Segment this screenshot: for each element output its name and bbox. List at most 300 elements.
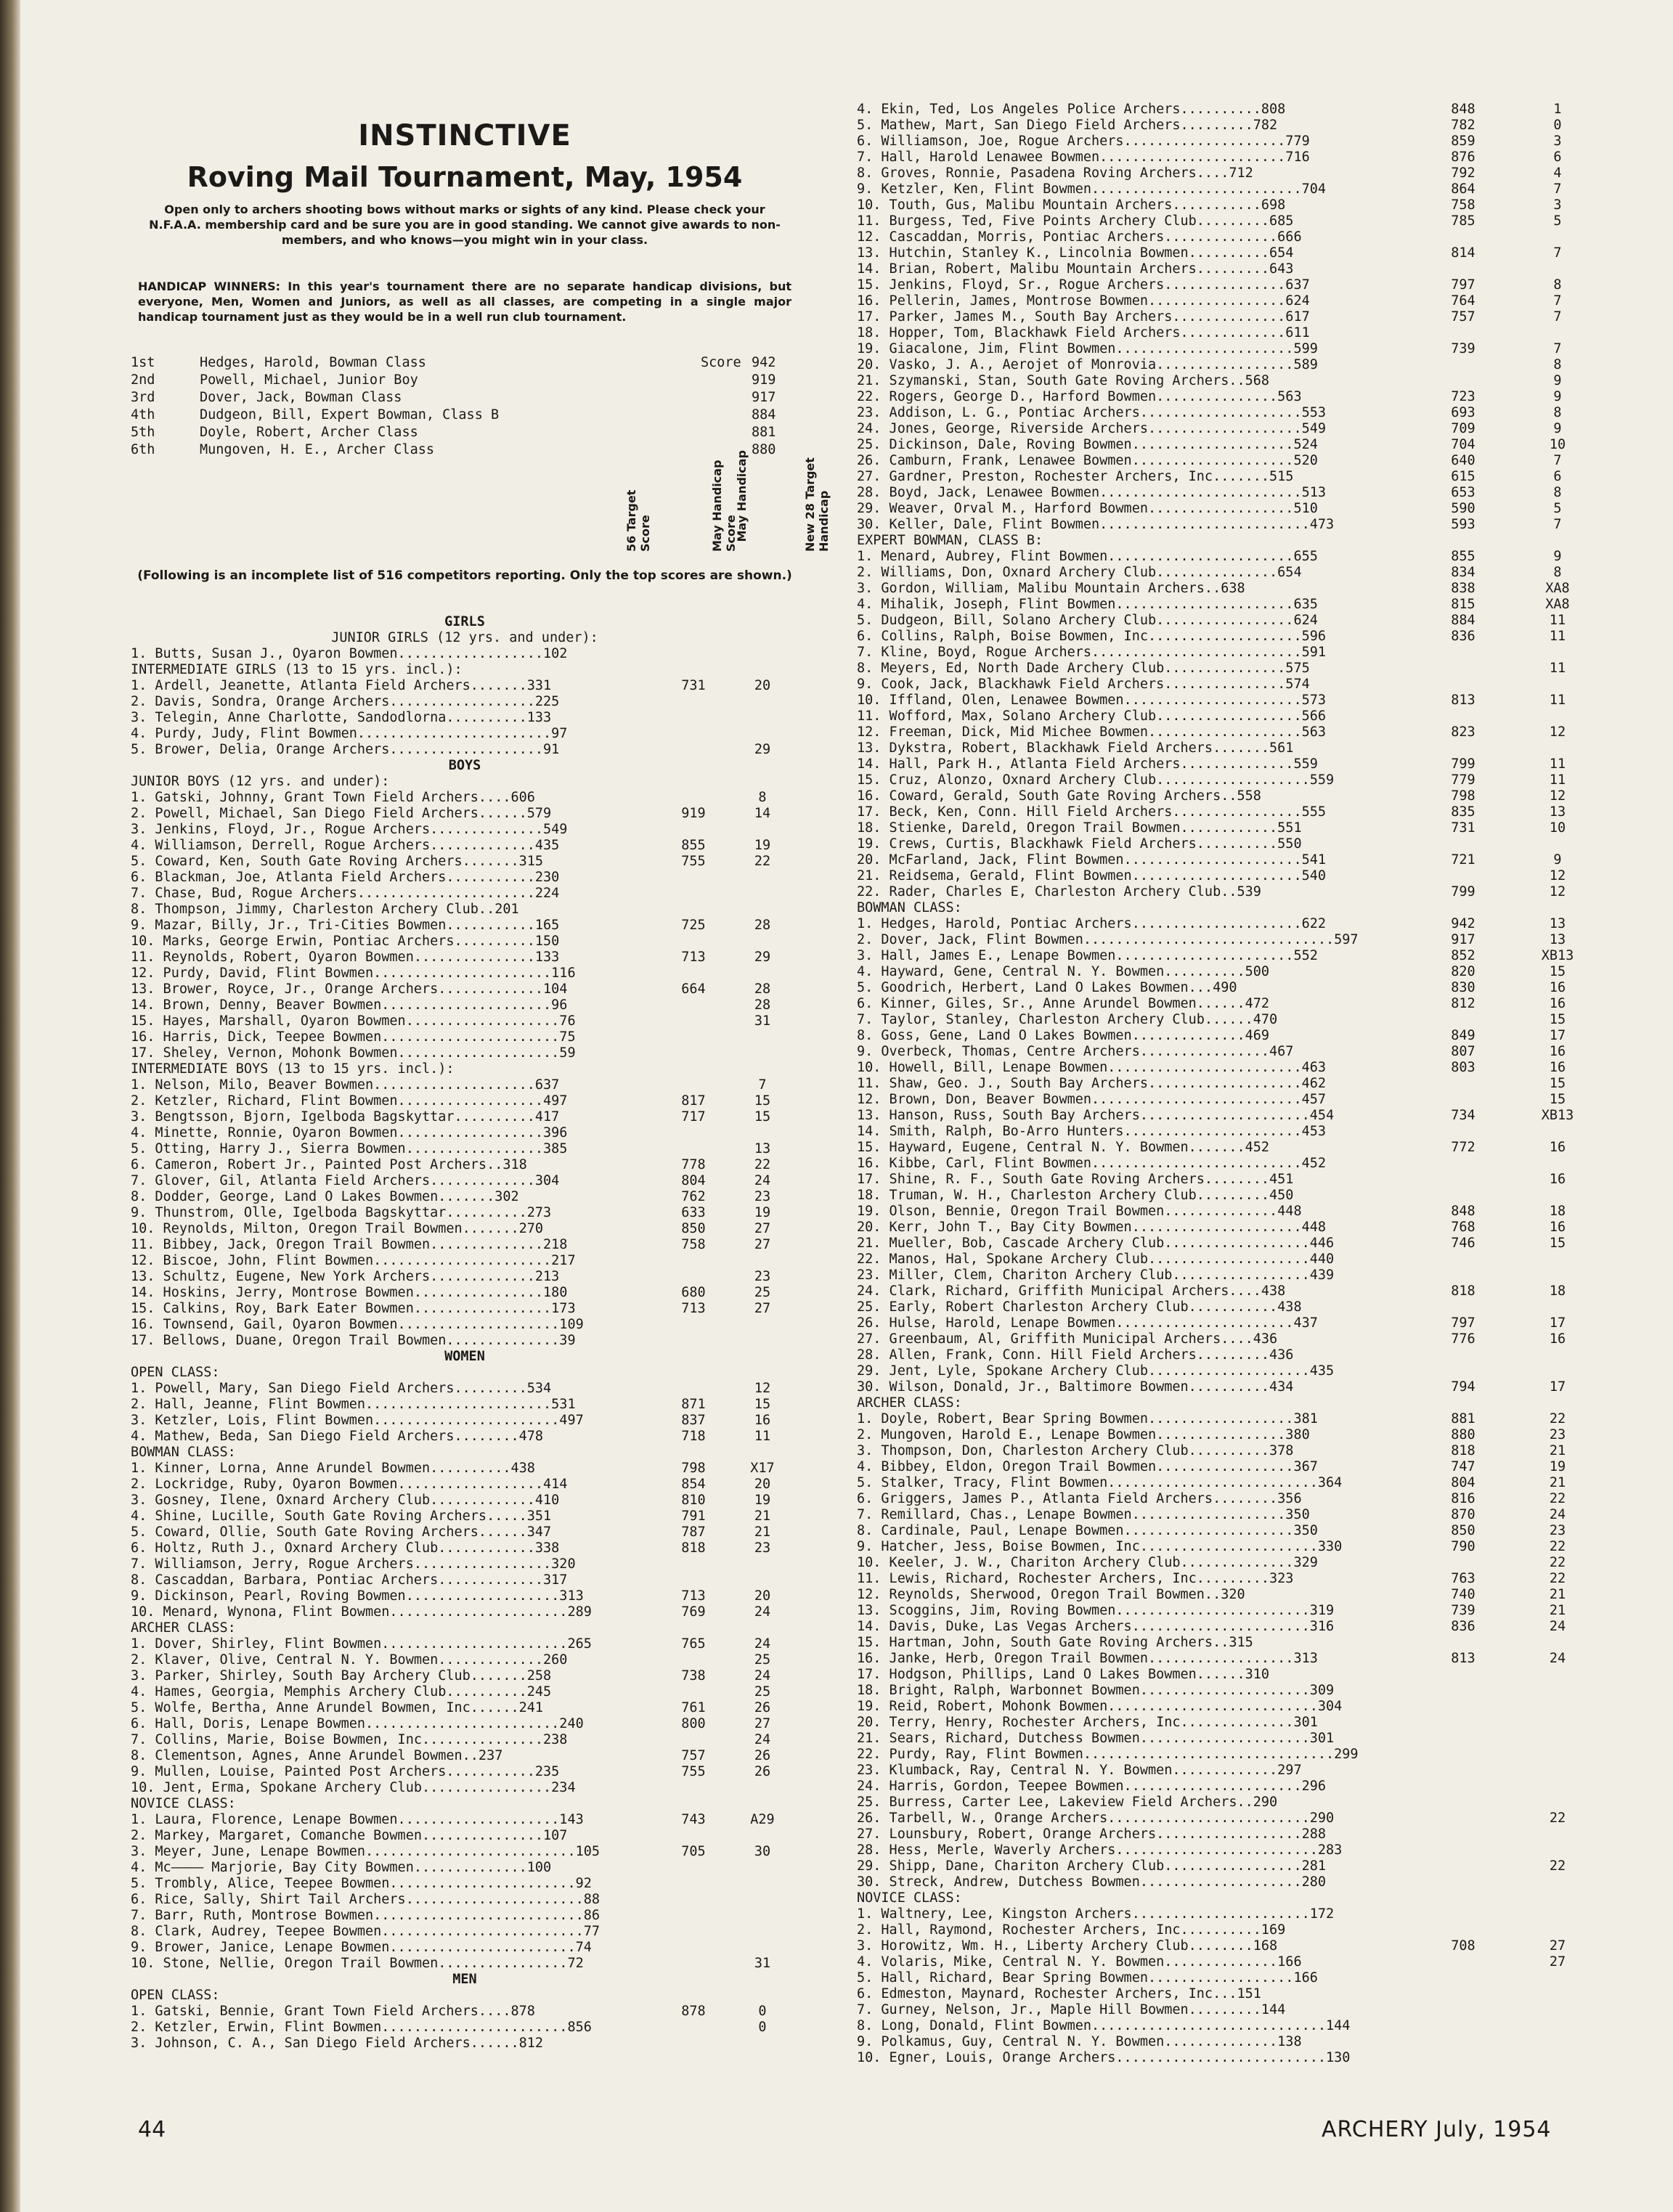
result-row [857,2018,1590,2034]
result-entry: 16. Harris, Dick, Teepee Bowmen......................75 [131,1029,576,1045]
handicap-score: 772 [1451,1140,1475,1155]
handicap-value: 25 [754,1285,771,1300]
handicap-score: 836 [1451,629,1475,644]
result-entry: 9. Dickinson, Pearl, Roving Bowmen...................313 [131,1588,584,1604]
handicap-score: 718 [681,1429,706,1444]
result-entry: 12. Reynolds, Sherwood, Oregon Trail Bowmen..320 [857,1587,1245,1602]
result-row [857,373,1590,389]
handicap-value: 24 [1549,1507,1566,1522]
handicap-score: 837 [681,1413,706,1428]
handicap-value: 19 [754,1493,771,1508]
winner-place: 6th [131,442,155,457]
handicap-value: 24 [754,1604,771,1620]
result-row [857,213,1590,229]
result-row [857,1970,1590,1986]
handicap-score: 758 [1451,197,1475,213]
handicap-value: 4 [1553,166,1562,181]
handicap-value: 22 [1549,1571,1566,1586]
result-row [131,1652,799,1668]
handicap-value: 12 [1549,788,1566,804]
handicap-score: 804 [1451,1475,1475,1490]
result-entry: 8. Meyers, Ed, North Dade Archery Club...............575 [857,661,1310,676]
result-entry: 21. Szymanski, Stan, South Gate Roving Archers..568 [857,373,1270,388]
result-row [131,1413,799,1429]
handicap-score: 725 [681,918,706,933]
result-row [857,325,1590,341]
result-entry: 27. Gardner, Preston, Rochester Archers, Inc.......515 [857,469,1294,484]
handicap-value: 15 [1549,1092,1566,1107]
result-entry: 5. Hall, Richard, Bear Spring Bowmen..................166 [857,1970,1318,1986]
winner-place: 3rd [131,390,155,405]
result-entry: 3. Parker, Shirley, South Bay Archery Club.......258 [131,1668,552,1684]
handicap-value: 9 [1553,852,1562,868]
result-entry: 12. Biscoe, John, Flint Bowmen......................217 [131,1253,576,1268]
result-entry: 11. Shaw, Geo. J., South Bay Archers...................462 [857,1076,1327,1091]
result-row [131,902,799,918]
result-entry: 8. Dodder, George, Land O Lakes Bowmen.......302 [131,1189,519,1204]
result-entry: 4. Hames, Georgia, Memphis Archery Club..........245 [131,1684,552,1699]
winner-place: 1st [131,355,155,370]
handicap-value: 17 [1549,1379,1566,1395]
handicap-score: 812 [1451,996,1475,1011]
winner-name: Doyle, Robert, Archer Class [200,425,418,440]
result-row [857,1236,1590,1252]
result-row [131,1588,799,1604]
handicap-value: 27 [754,1716,771,1731]
handicap-score: 709 [1451,421,1475,436]
result-row [131,1093,799,1109]
result-entry: 13. Scoggins, Jim, Roving Bowmen........................319 [857,1603,1335,1618]
result-entry: 16. Townsend, Gail, Oyaron Bowmen....................109 [131,1317,584,1332]
result-row [857,1651,1590,1667]
handicap-score: 804 [681,1173,706,1188]
result-row [857,261,1590,277]
result-entry: 9. Cook, Jack, Blackhawk Field Archers...............574 [857,677,1310,692]
handicap-value: 13 [1549,932,1566,947]
result-row [857,1268,1590,1283]
result-entry: 27. Greenbaum, Al, Griffith Municipal Archers....436 [857,1331,1278,1347]
result-entry: 15. Hayward, Eugene, Central N. Y. Bowmen.......452 [857,1140,1270,1155]
result-entry: 1. Doyle, Robert, Bear Spring Bowmen..................381 [857,1411,1318,1427]
handicap-score: 680 [681,1285,706,1300]
handicap-score: 818 [1451,1283,1475,1299]
result-entry: 7. Williamson, Jerry, Rogue Archers.................320 [131,1556,576,1572]
result-entry: 2. Davis, Sondra, Orange Archers..................225 [131,694,560,709]
result-entry: 13. Schultz, Eugene, New York Archers.............213 [131,1269,560,1284]
handicap-value: 8 [1553,565,1562,580]
result-row [857,996,1590,1012]
result-row [857,677,1590,693]
result-entry: 21. Sears, Richard, Dutchess Bowmen.....................301 [857,1731,1335,1746]
result-entry: 10. Iffland, Olen, Lenawee Bowmen......................573 [857,693,1327,708]
class-heading [131,662,799,678]
handicap-score: 653 [1451,485,1475,500]
result-row [857,980,1590,996]
handicap-score: 769 [681,1604,706,1620]
winner-place: 5th [131,425,155,440]
result-row [131,1317,799,1333]
handicap-value: 0 [1553,118,1562,133]
handicap-value: 7 [1553,293,1562,309]
handicap-value: 15 [1549,964,1566,979]
column-header-may-handicap: May Handicap [735,450,749,542]
handicap-value: A29 [750,1812,775,1827]
handicap-value: 23 [754,1269,771,1284]
section-heading [131,1972,799,1988]
result-entry: 5. Coward, Ken, South Gate Roving Archers.......315 [131,854,544,869]
result-row [857,725,1590,740]
result-entry: 30. Streck, Andrew, Dutchess Bowmen....................280 [857,1874,1327,1890]
handicap-score: 763 [1451,1571,1475,1586]
result-row [857,1587,1590,1603]
handicap-value: 16 [1549,1044,1566,1059]
handicap-value: 8 [1553,357,1562,372]
handicap-score: 917 [1451,932,1475,947]
result-entry: 4. Mihalik, Joseph, Flint Bowmen......................635 [857,597,1318,612]
handicap-score: 919 [681,806,706,821]
result-entry: 6. Blackman, Joe, Atlanta Field Archers...........230 [131,870,560,885]
winner-name: Hedges, Harold, Bowman Class [200,355,426,370]
handicap-value: 9 [1553,421,1562,436]
handicap-score: 708 [1451,1938,1475,1954]
class-heading [857,900,1590,916]
result-entry: 16. Kibbe, Carl, Flint Bowmen..........................452 [857,1156,1327,1171]
result-entry: 26. Tarbell, W., Orange Archers.........................290 [857,1811,1335,1826]
result-row [857,1811,1590,1827]
result-entry: 18. Hopper, Tom, Blackhawk Field Archers.............611 [857,325,1310,340]
result-entry: 1. Nelson, Milo, Beaver Bowmen....................637 [131,1077,560,1093]
result-row [131,1157,799,1173]
result-entry: 2. Dover, Jack, Flint Bowmen...............................597 [857,932,1359,947]
class-heading-text: ARCHER CLASS: [857,1395,962,1411]
handicap-score: 693 [1451,405,1475,420]
result-row [131,1604,799,1620]
handicap-value: 21 [1549,1587,1566,1602]
result-row [131,1509,799,1525]
handicap-score: 871 [681,1397,706,1412]
handicap-score: 855 [681,838,706,853]
result-row [857,948,1590,964]
result-entry: 13. Hanson, Russ, South Bay Archers.....................454 [857,1108,1335,1123]
result-row [857,1475,1590,1491]
result-entry: 23. Klumback, Ray, Central N. Y. Bowmen.............297 [857,1763,1302,1778]
handicap-score: 713 [681,1301,706,1316]
result-entry: 17. Sheley, Vernon, Mohonk Bowmen....................59 [131,1045,576,1061]
handicap-value: 28 [754,918,771,933]
intro-paragraph: Open only to archers shooting bows without marks or sights of any kind. Please check your N.F.A.A. membership card and be sure you are in good standing. We cannot give awards to non-members, and who knows—you might win in your class. [149,203,781,247]
section-heading [131,1349,799,1365]
result-entry: 5. Mathew, Mart, San Diego Field Archers.........782 [857,118,1278,133]
result-row [131,1780,799,1796]
handicap-value: 11 [754,1429,771,1444]
page-title: INSTINCTIVE [358,119,571,152]
heading-text: GIRLS [444,614,485,629]
result-entry: 13. Brower, Royce, Jr., Orange Archers.............104 [131,981,568,997]
result-entry: 8. Groves, Ronnie, Pasadena Roving Archers....712 [857,166,1253,181]
winner-score: 881 [752,425,776,440]
handicap-value: 7 [1553,341,1562,356]
handicap-score: 747 [1451,1459,1475,1474]
result-entry: 1. Gatski, Johnny, Grant Town Field Archers....606 [131,790,535,805]
handicap-value: 27 [754,1301,771,1316]
handicap-value: 27 [1549,1954,1566,1970]
handicap-value: 24 [1549,1651,1566,1666]
handicap-score: 717 [681,1109,706,1125]
section-heading [131,614,799,630]
handicap-value: 12 [754,1381,771,1396]
handicap-score: 849 [1451,1028,1475,1043]
result-row [131,1636,799,1652]
result-row [131,1844,799,1860]
result-row [857,1795,1590,1811]
result-entry: 9. Mazar, Billy, Jr., Tri-Cities Bowmen...........165 [131,918,560,933]
result-entry: 4. Williamson, Derrell, Rogue Archers.............435 [131,838,560,853]
handicap-score: 817 [681,1093,706,1109]
handicap-score: 798 [681,1461,706,1476]
result-entry: 20. Kerr, John T., Bay City Bowmen.....................448 [857,1220,1327,1235]
result-row [857,1252,1590,1268]
result-row [857,1012,1590,1028]
result-entry: 10. Menard, Wynona, Flint Bowmen......................289 [131,1604,592,1620]
handicap-score: 848 [1451,1204,1475,1219]
handicap-value: 23 [754,1540,771,1556]
result-entry: 26. Hulse, Harold, Lenape Bowmen......................437 [857,1315,1318,1331]
result-row [131,950,799,966]
handicap-score: 590 [1451,501,1475,516]
handicap-score: 850 [681,1221,706,1236]
class-heading-text: OPEN CLASS: [131,1988,220,2003]
result-entry: 28. Allen, Frank, Conn. Hill Field Archers.........436 [857,1347,1294,1363]
handicap-value: XB13 [1541,1108,1574,1123]
handicap-score: 731 [681,678,706,693]
handicap-value: 26 [754,1748,771,1763]
result-entry: 1. Gatski, Bennie, Grant Town Field Archers....878 [131,2004,535,2019]
handicap-score: 810 [681,1493,706,1508]
result-row [857,1858,1590,1874]
result-row [857,150,1590,166]
result-entry: 4. Mc———— Marjorie, Bay City Bowmen..............100 [131,1860,552,1875]
result-row [857,229,1590,245]
result-entry: 5. Dudgeon, Bill, Solano Archery Club.................624 [857,613,1318,628]
result-row [857,1922,1590,1938]
handicap-score: 593 [1451,517,1475,532]
result-row [131,1461,799,1477]
page-binding-shadow [0,0,20,2212]
result-row [857,357,1590,373]
result-entry: 30. Keller, Dale, Flint Bowmen..........................473 [857,517,1335,532]
handicap-value: 16 [1549,1172,1566,1187]
handicap-score: 878 [681,2004,706,2019]
handicap-value: 3 [1553,134,1562,149]
heading-text: JUNIOR GIRLS (12 yrs. and under): [331,630,598,645]
result-row [857,453,1590,469]
handicap-score: 776 [1451,1331,1475,1347]
handicap-value: 23 [1549,1427,1566,1442]
handicap-value: 28 [754,981,771,997]
result-row [857,421,1590,437]
handicap-value: 14 [754,806,771,821]
result-row [131,1301,799,1317]
handicap-paragraph [131,279,799,325]
result-entry: 1. Waltnery, Lee, Kingston Archers......................172 [857,1906,1335,1922]
result-entry: 2. Markey, Margaret, Comanche Bowmen...............107 [131,1828,568,1843]
result-row [131,1125,799,1141]
result-entry: 4. Purdy, Judy, Flint Bowmen........................97 [131,726,568,741]
result-row [131,1333,799,1349]
handicap-value: 29 [754,742,771,757]
handicap-score: 738 [681,1668,706,1684]
handicap-value: 19 [1549,1459,1566,1474]
handicap-value: 9 [1553,373,1562,388]
handicap-value: 8 [1553,277,1562,293]
result-entry: 8. Cardinale, Paul, Lenape Bowmen.....................350 [857,1523,1318,1538]
result-row [857,2002,1590,2018]
result-row [857,1667,1590,1683]
handicap-score: 864 [1451,181,1475,197]
handicap-value: 6 [1553,469,1562,484]
result-row [131,1205,799,1221]
result-entry: 4. Bibbey, Eldon, Oregon Trail Bowmen.................367 [857,1459,1318,1474]
result-row [857,1172,1590,1188]
handicap-value: 22 [1549,1539,1566,1554]
result-entry: 15. Calkins, Roy, Bark Eater Bowmen.................173 [131,1301,576,1316]
result-row [857,645,1590,661]
result-entry: 8. Goss, Gene, Land O Lakes Bowmen..............469 [857,1028,1270,1043]
result-row [857,565,1590,581]
result-row [857,1427,1590,1443]
result-row [857,166,1590,181]
result-row [131,1668,799,1684]
handicap-value: 7 [1553,181,1562,197]
result-entry: 6. Williamson, Joe, Rogue Archers....................779 [857,134,1310,149]
result-row [131,886,799,902]
handicap-value: 29 [754,950,771,965]
handicap-score: 782 [1451,118,1475,133]
result-entry: 9. Thunstrom, Olle, Igelboda Bagskyttar..........273 [131,1205,552,1220]
result-entry: 24. Clark, Richard, Griffith Municipal Archers....438 [857,1283,1286,1299]
heading-text: MEN [452,1972,477,1987]
result-entry: 20. McFarland, Jack, Flint Bowmen......................541 [857,852,1327,868]
handicap-score: 803 [1451,1060,1475,1075]
handicap-score: 794 [1451,1379,1475,1395]
handicap-value: 0 [758,2004,767,2019]
handicap-value: 24 [754,1668,771,1684]
result-row [857,1140,1590,1156]
handicap-score: 762 [681,1189,706,1204]
handicap-score: 743 [681,1812,706,1827]
handicap-score: 790 [1451,1539,1475,1554]
result-row [131,2036,799,2052]
handicap-score: 830 [1451,980,1475,995]
result-row [131,1812,799,1828]
result-row [857,756,1590,772]
handicap-value: 12 [1549,884,1566,899]
handicap-label: HANDICAP WINNERS: [138,279,281,293]
result-row [857,469,1590,485]
result-row [857,852,1590,868]
result-row [857,1060,1590,1076]
result-entry: 1. Powell, Mary, San Diego Field Archers.........534 [131,1381,552,1396]
handicap-score: 739 [1451,1603,1475,1618]
winner-row [131,407,799,424]
handicap-value: 10 [1549,437,1566,452]
result-row [857,613,1590,629]
handicap-score: 740 [1451,1587,1475,1602]
result-entry: 5. Stalker, Tracy, Flint Bowmen..........................364 [857,1475,1343,1490]
handicap-score: 813 [1451,1651,1475,1666]
result-entry: 17. Hodgson, Phillips, Land O Lakes Bowmen......310 [857,1667,1270,1682]
result-row [131,1540,799,1556]
result-entry: 15. Hayes, Marshall, Oyaron Bowmen...................76 [131,1013,576,1029]
result-row [857,1347,1590,1363]
heading-text: WOMEN [444,1349,485,1364]
result-row [131,1892,799,1908]
handicap-value: 11 [1549,613,1566,628]
result-row [131,1013,799,1029]
handicap-score: 739 [1451,341,1475,356]
result-row [131,2004,799,2020]
result-row [857,804,1590,820]
result-entry: 30. Wilson, Donald, Jr., Baltimore Bowmen..........434 [857,1379,1294,1395]
result-row [857,501,1590,517]
result-entry: 9. Overbeck, Thomas, Centre Archers................467 [857,1044,1294,1059]
result-row [131,997,799,1013]
result-entry: 2. Lockridge, Ruby, Oyaron Bowmen..................414 [131,1477,568,1492]
handicap-score: 823 [1451,725,1475,740]
handicap-value: 22 [754,854,771,869]
handicap-score: 640 [1451,453,1475,468]
winner-row [131,372,799,389]
handicap-score: 876 [1451,150,1475,165]
result-entry: 21. Reidsema, Gerald, Flint Bowmen.....................540 [857,868,1327,883]
handicap-value: 7 [1553,245,1562,261]
result-row [131,1924,799,1940]
result-entry: 19. Reid, Robert, Mohonk Bowmen..........................304 [857,1699,1343,1714]
result-entry: 9. Mullen, Louise, Painted Post Archers...........235 [131,1764,560,1779]
handicap-value: 11 [1549,772,1566,788]
result-entry: 15. Cruz, Alonzo, Oxnard Archery Club...................559 [857,772,1335,788]
handicap-value: 21 [1549,1443,1566,1458]
result-entry: 1. Kinner, Lorna, Anne Arundel Bowmen..........438 [131,1461,535,1476]
result-entry: 28. Boyd, Jack, Lenawee Bowmen.........................513 [857,485,1327,500]
handicap-value: 18 [1549,1204,1566,1219]
winner-name: Dudgeon, Bill, Expert Bowman, Class B [200,407,500,423]
handicap-score: 746 [1451,1236,1475,1251]
handicap-value: 23 [1549,1523,1566,1538]
handicap-score: 816 [1451,1491,1475,1506]
result-row [131,1956,799,1972]
handicap-value: XA8 [1545,581,1570,596]
result-entry: 20. Vasko, J. A., Aerojet of Monrovia.................589 [857,357,1318,372]
result-entry: 16. Janke, Herb, Oregon Trail Bowmen..................313 [857,1651,1318,1666]
result-entry: 7. Collins, Marie, Boise Bowmen, Inc...............238 [131,1732,568,1747]
result-entry: 8. Clark, Audrey, Teepee Bowmen.........................77 [131,1924,601,1939]
page-subtitle: Roving Mail Tournament, May, 1954 [187,161,743,193]
result-entry: 8. Thompson, Jimmy, Charleston Archery Club..201 [131,902,519,917]
result-entry: 5. Otting, Harry J., Sierra Bowmen.................385 [131,1141,568,1156]
result-row [857,1827,1590,1842]
handicap-score: 731 [1451,820,1475,836]
handicap-score: 704 [1451,437,1475,452]
result-entry: 18. Truman, W. H., Charleston Archery Club.........450 [857,1188,1294,1203]
result-entry: 5. Coward, Ollie, South Gate Roving Archers......347 [131,1525,552,1540]
handicap-score: 797 [1451,277,1475,293]
handicap-value: 12 [1549,725,1566,740]
winner-score: 917 [752,390,776,405]
handicap-value: 7 [1553,309,1562,325]
handicap-score: 799 [1451,884,1475,899]
result-entry: 6. Kinner, Giles, Sr., Anne Arundel Bowmen......472 [857,996,1270,1011]
